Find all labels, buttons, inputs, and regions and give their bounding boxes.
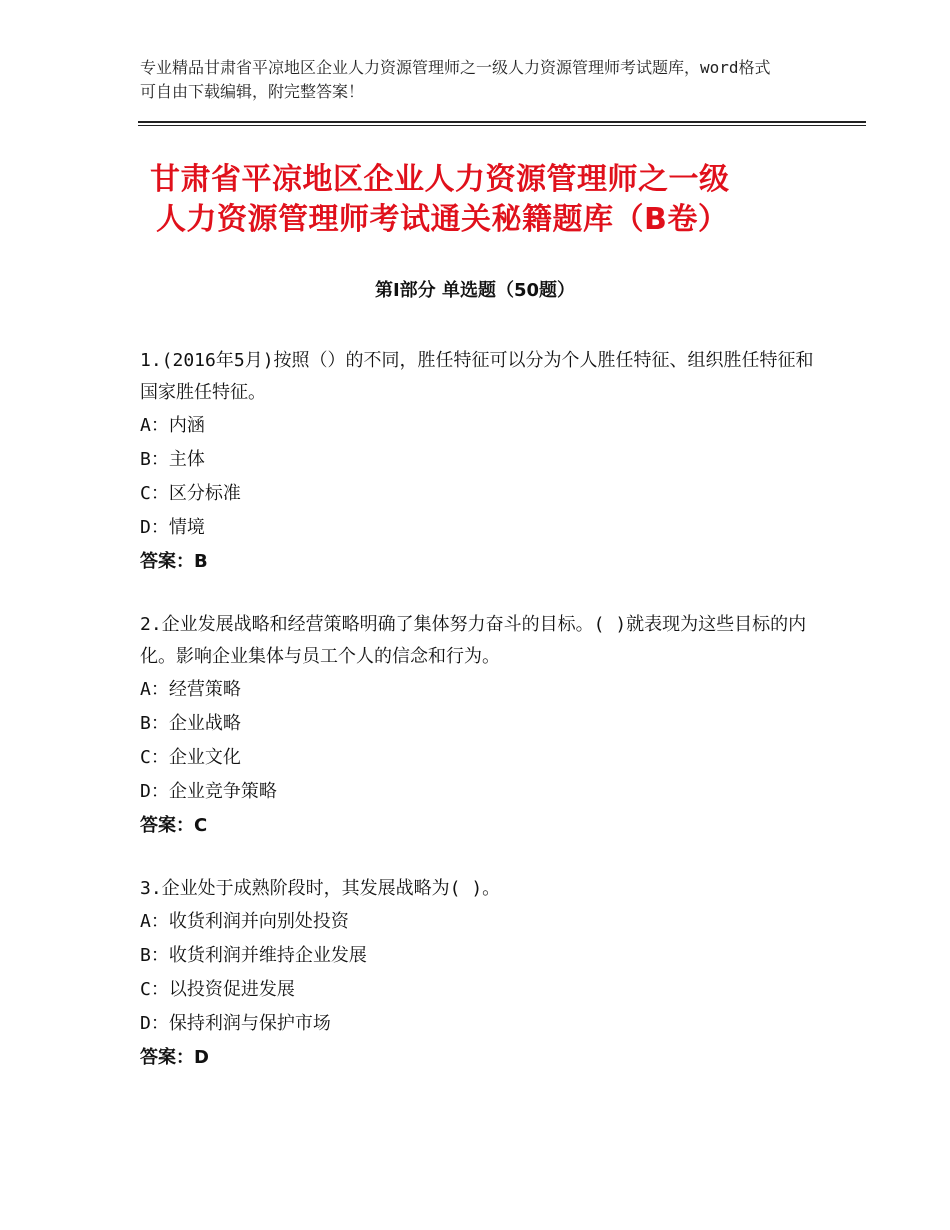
header-divider-thick [138, 121, 866, 123]
question-list [140, 345, 820, 1105]
option-d: D：保持利润与保护市场 [140, 1013, 331, 1034]
option-d: D：情境 [140, 517, 205, 538]
option-b: B：收货利润并维持企业发展 [140, 945, 367, 966]
answer-label: 答案：C [140, 815, 208, 836]
option-a: A：收货利润并向别处投资 [140, 911, 349, 932]
header-note: 专业精品甘肃省平凉地区企业人力资源管理师之一级人力资源管理师考试题库，word格式可自由下载编辑，附完整答案！ [140, 58, 771, 101]
question-stem: 2.企业发展战略和经营策略明确了集体努力奋斗的目标。( )就表现为这些目标的内化。影响企业集体与员工个人的信念和行为。 [140, 614, 807, 667]
option-a: A：内涵 [140, 415, 205, 436]
document-title [150, 160, 850, 240]
option-b: B：主体 [140, 449, 205, 470]
question-stem: 1.(2016年5月)按照（）的不同，胜任特征可以分为个人胜任特征、组织胜任特征和国家胜任特征。 [140, 350, 814, 403]
option-c: C：以投资促进发展 [140, 979, 295, 1000]
question-stem: 3.企业处于成熟阶段时，其发展战略为( )。 [140, 878, 501, 899]
option-a: A：经营策略 [140, 679, 241, 700]
answer-label: 答案：D [140, 1047, 209, 1068]
header-divider-thin [138, 125, 866, 126]
question-2 [140, 609, 820, 843]
option-d: D：企业竞争策略 [140, 781, 277, 802]
answer-label: 答案：B [140, 551, 208, 572]
title-line-1: 甘肃省平凉地区企业人力资源管理师之一级 [150, 162, 730, 197]
option-b: B：企业战略 [140, 713, 241, 734]
section-title: 第Ⅰ部分 单选题（50题） [374, 280, 575, 301]
option-c: C：区分标准 [140, 483, 241, 504]
question-1 [140, 345, 820, 579]
question-3 [140, 873, 820, 1075]
title-line-2: 人力资源管理师考试通关秘籍题库（B卷） [156, 202, 729, 237]
option-c: C：企业文化 [140, 747, 241, 768]
